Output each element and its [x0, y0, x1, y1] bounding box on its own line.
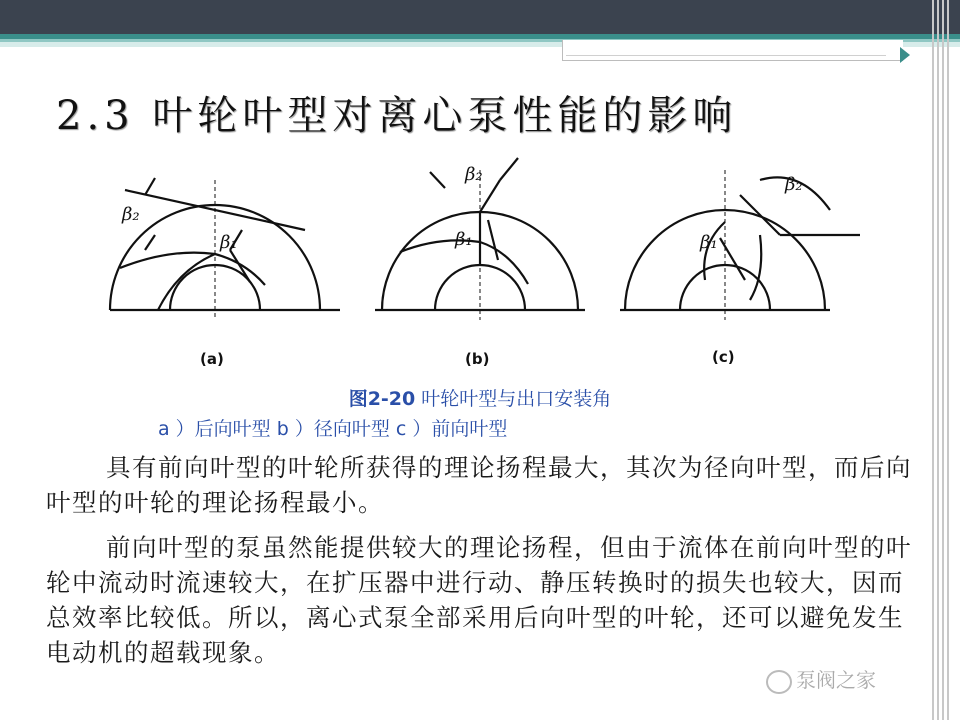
impeller-figure: [100, 150, 880, 385]
svg-text:β₁: β₁: [220, 232, 238, 253]
watermark-text: 泵阀之家: [796, 668, 876, 692]
svg-text:β₂: β₂: [122, 204, 140, 225]
side-stripes: [930, 0, 960, 720]
paragraph-2: 前向叶型的泵虽然能提供较大的理论扬程，但由于流体在前向叶型的叶轮中流动时流速较大，在扩压器中进行动、静压转换时的损失也较大，因而总效率比较低。所以，离心式泵全部采用后向叶型的叶轮，还可以避免发生电动机的超载现象。: [46, 533, 912, 667]
svg-text:β₂: β₂: [785, 174, 803, 195]
figure-subcaption: a ）后向叶型 b ）径向叶型 c ）前向叶型: [158, 418, 508, 440]
label-a: (a): [200, 350, 224, 368]
figure-caption: [0, 384, 960, 411]
svg-text:β₁: β₁: [455, 229, 473, 250]
slide-title: 2.3 叶轮叶型对离心泵性能的影响: [56, 93, 738, 139]
header-arrow-icon: [900, 47, 910, 63]
header-tab-line: [566, 40, 886, 56]
label-c: (c): [712, 348, 735, 366]
wechat-icon: [766, 670, 792, 694]
figure-number: 图2-20: [348, 388, 416, 410]
svg-text:β₂: β₂: [465, 164, 483, 185]
svg-text:β₁: β₁: [700, 232, 718, 253]
watermark: [766, 664, 876, 694]
top-bar: [0, 0, 960, 34]
paragraph-1: 具有前向叶型的叶轮所获得的理论扬程最大，其次为径向叶型，而后向叶型的叶轮的理论扬程最小。: [46, 453, 912, 517]
label-b: (b): [465, 350, 490, 368]
impeller-c: [620, 170, 860, 320]
figure-caption-text: 叶轮叶型与出口安装角: [415, 388, 612, 410]
